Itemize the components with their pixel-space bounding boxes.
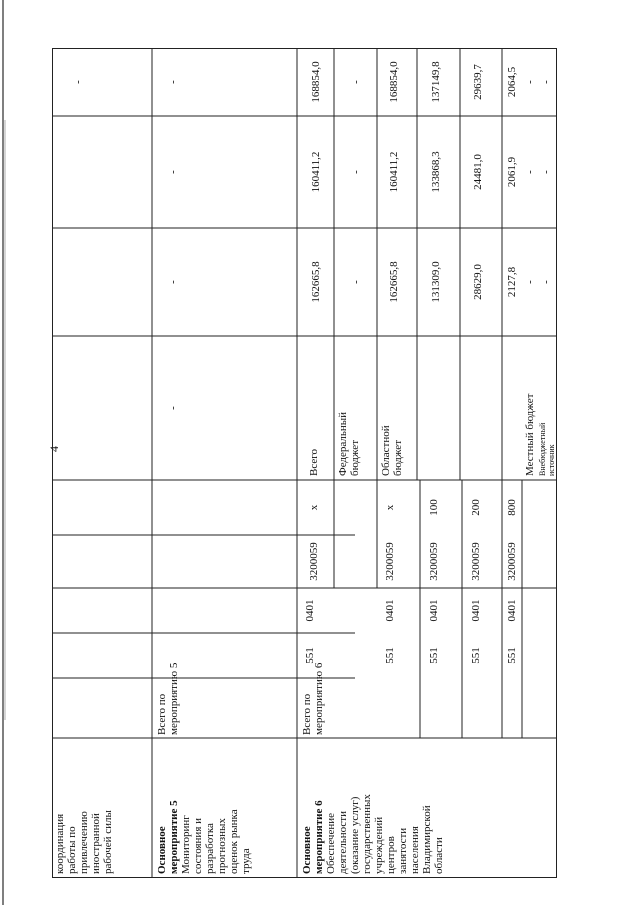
activity-title: Основное мероприятие 6 bbox=[301, 800, 325, 874]
activity-label: Всего по мероприятию 5 bbox=[156, 662, 180, 735]
page-number: 4 bbox=[47, 446, 61, 452]
value-2023: 131309,0 bbox=[430, 261, 442, 303]
section-cell: 0401 bbox=[506, 599, 518, 622]
value-2025: 168854,0 bbox=[388, 61, 400, 103]
section-cell: 0401 bbox=[384, 599, 396, 622]
target-item-cell: 3200059 bbox=[428, 542, 440, 581]
expense-type-cell: 100 bbox=[428, 499, 440, 516]
value-2023: 162665,8 bbox=[310, 261, 322, 303]
cell-total: - bbox=[167, 406, 179, 410]
value-2023: - bbox=[350, 280, 362, 284]
funding-source: Местный бюджет bbox=[524, 393, 536, 476]
activity-label: Всего по мероприятию 6 bbox=[301, 662, 325, 735]
target-item-cell: 3200059 bbox=[470, 542, 482, 581]
grbs-cell: 551 bbox=[384, 647, 396, 664]
funding-source: Внебюджетный источник bbox=[538, 422, 556, 476]
target-item-cell: 3200059 bbox=[384, 542, 396, 581]
activity-name: координация работы по привлечению иностранной рабочей силы bbox=[54, 810, 114, 874]
grbs-cell: 551 bbox=[304, 647, 316, 664]
value-2023: 28629,0 bbox=[472, 264, 484, 300]
target-item-cell: 3200059 bbox=[506, 542, 518, 581]
activity-description: Мониторинг состояния и разработка прогнозных оценок рынка труда bbox=[180, 809, 252, 874]
target-item-cell: 3200059 bbox=[308, 542, 320, 581]
value-2025: - bbox=[350, 80, 362, 84]
budget-table bbox=[52, 48, 557, 878]
funding-source: Всего bbox=[308, 449, 320, 476]
cell-2025-total: - bbox=[72, 80, 84, 84]
expense-type-cell: х bbox=[308, 504, 320, 511]
value-2025: 137149,8 bbox=[430, 61, 442, 103]
grbs-cell: 551 bbox=[470, 647, 482, 664]
cell-2025: - bbox=[167, 80, 179, 84]
value-2023: 162665,8 bbox=[388, 261, 400, 303]
funding-source: Областной бюджет bbox=[380, 425, 404, 476]
activity-description: Обеспечение деятельности (оказание услуг) государственных учреждений центров занятости населения Владимирской области bbox=[325, 794, 445, 874]
value-2023: - bbox=[524, 280, 536, 284]
expense-type-cell: 200 bbox=[470, 499, 482, 516]
value-2024: 160411,2 bbox=[388, 151, 400, 193]
grbs-cell: 551 bbox=[428, 647, 440, 664]
value-2024: - bbox=[540, 170, 552, 174]
value-2023: 2127,8 bbox=[506, 266, 518, 298]
value-2025: - bbox=[540, 80, 552, 84]
value-2025: - bbox=[524, 80, 536, 84]
activity-title: Основное мероприятие 5 bbox=[156, 800, 180, 874]
value-2025: 168854,0 bbox=[310, 61, 322, 103]
value-2024: 133868,3 bbox=[430, 151, 442, 193]
value-2024: 160411,2 bbox=[310, 151, 322, 193]
value-2025: 29639,7 bbox=[472, 64, 484, 100]
section-cell: 0401 bbox=[428, 599, 440, 622]
value-2024: 24481,0 bbox=[472, 154, 484, 190]
expense-type-cell: 800 bbox=[506, 499, 518, 516]
funding-source: Федеральный бюджет bbox=[337, 411, 361, 476]
value-2024: 2061,9 bbox=[506, 156, 518, 188]
value-2025: 2064,5 bbox=[506, 66, 518, 98]
cell-2023: - bbox=[167, 280, 179, 284]
value-2024: - bbox=[524, 170, 536, 174]
expense-type-cell: х bbox=[384, 504, 396, 511]
section-cell: 0401 bbox=[470, 599, 482, 622]
cell-2024: - bbox=[167, 170, 179, 174]
section-cell: 0401 bbox=[304, 599, 316, 622]
grbs-cell: 551 bbox=[506, 647, 518, 664]
value-2023: - bbox=[540, 280, 552, 284]
value-2024: - bbox=[350, 170, 362, 174]
